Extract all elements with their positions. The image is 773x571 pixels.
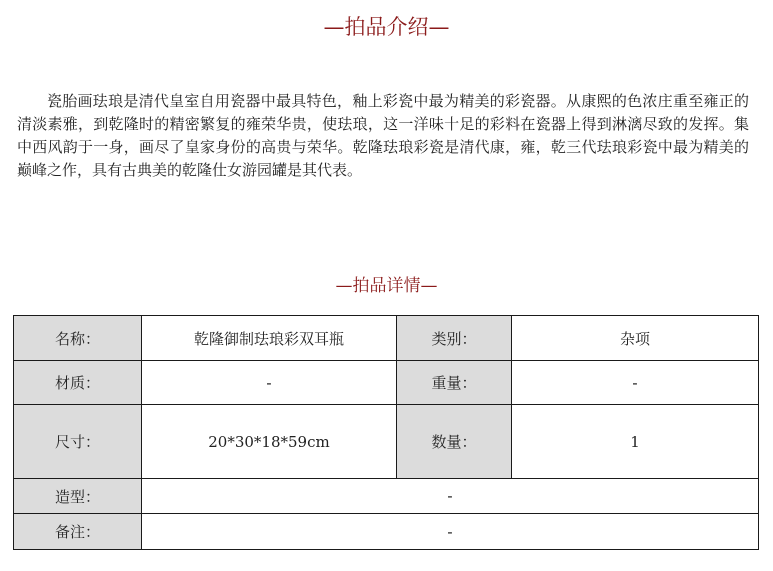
notes-label: 备注： bbox=[14, 514, 142, 550]
material-value: - bbox=[142, 361, 397, 405]
details-section-title: —拍品详情— bbox=[335, 276, 438, 296]
size-value: 20*30*18*59cm bbox=[142, 405, 397, 479]
name-value: 乾隆御制珐琅彩双耳瓶 bbox=[142, 316, 397, 361]
table-row-size bbox=[14, 405, 759, 479]
table-row-shape bbox=[14, 479, 759, 514]
size-label: 尺寸： bbox=[14, 405, 142, 479]
material-label: 材质： bbox=[14, 361, 142, 405]
category-value: 杂项 bbox=[512, 316, 759, 361]
shape-label: 造型： bbox=[14, 479, 142, 514]
quantity-label: 数量： bbox=[397, 405, 512, 479]
name-label: 名称： bbox=[14, 316, 142, 361]
intro-paragraph: 瓷胎画珐琅是清代皇室自用瓷器中最具特色，釉上彩瓷中最为精美的彩瓷器。从康熙的色浓庄重至雍正的清淡素雅，到乾隆时的精密繁复的雍荣华贵，使珐琅，这一洋味十足的彩料在瓷器上得到淋漓尽致的发挥。集中西风韵于一身，画尽了皇家身份的高贵与荣华。乾隆珐琅彩瓷是清代康，雍，乾三代珐琅彩瓷中最为精美的巅峰之作，具有古典美的乾隆仕女游园罐是其代表。 bbox=[17, 92, 749, 179]
details-table bbox=[13, 315, 759, 550]
category-label: 类别： bbox=[397, 316, 512, 361]
weight-label: 重量： bbox=[397, 361, 512, 405]
table-row-name bbox=[14, 316, 759, 361]
table-row-notes bbox=[14, 514, 759, 550]
shape-value: - bbox=[142, 479, 759, 514]
notes-value: - bbox=[142, 514, 759, 550]
table-row-material bbox=[14, 361, 759, 405]
quantity-value: 1 bbox=[512, 405, 759, 479]
intro-section-title: —拍品介绍— bbox=[323, 15, 450, 39]
weight-value: - bbox=[512, 361, 759, 405]
